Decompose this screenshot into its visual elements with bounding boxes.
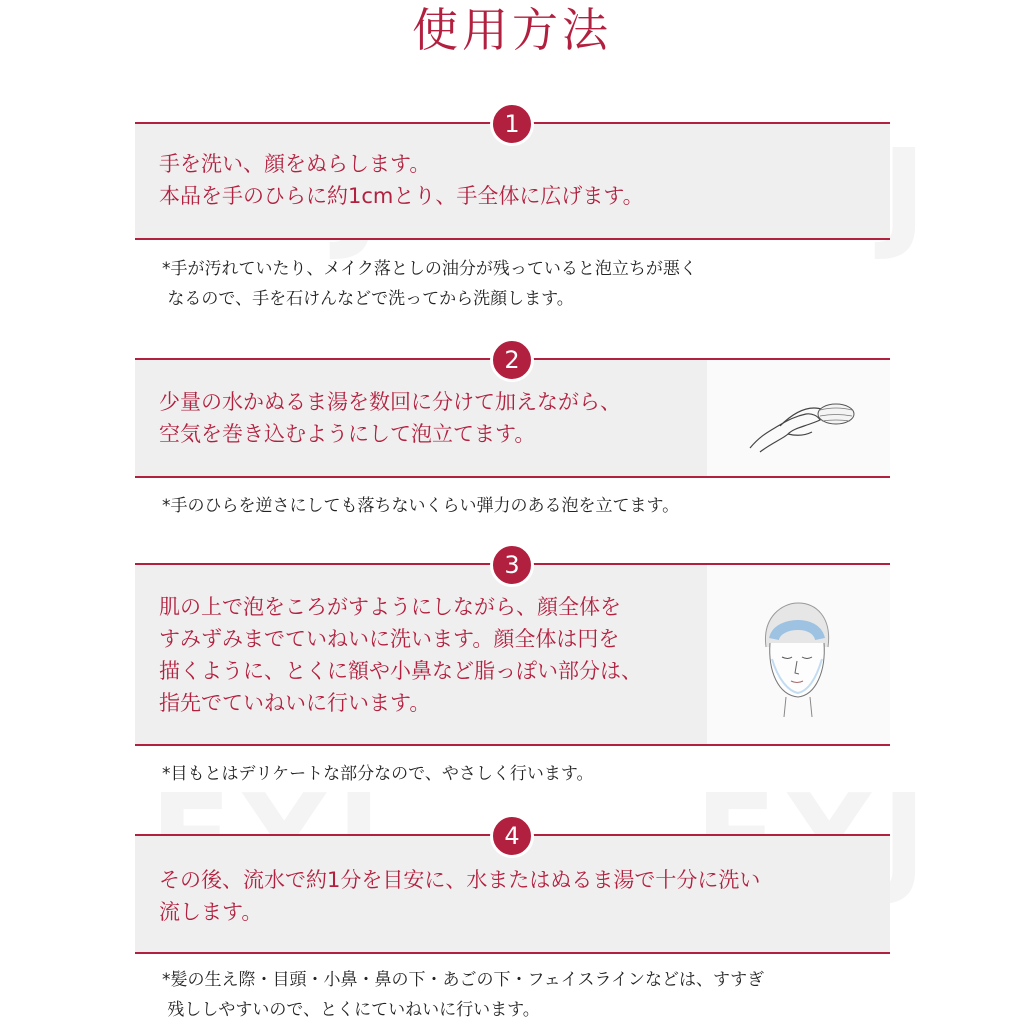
- step-line: 本品を手のひらに約1cmとり、手全体に広げます。: [159, 184, 644, 208]
- note-line: *髪の生え際・目頭・小鼻・鼻の下・あごの下・フェイスラインなどは、すすぎ: [162, 970, 765, 990]
- step-3-text: [159, 591, 642, 719]
- step-line: 指先でていねいに行います。: [159, 691, 431, 715]
- step-4-note: [162, 965, 764, 1025]
- step-line: 手を洗い、顔をぬらします。: [159, 152, 431, 176]
- step-line: 少量の水かぬるま湯を数回に分けて加えながら、: [159, 390, 621, 414]
- step-4-text: [159, 864, 760, 928]
- step-line: 空気を巻き込むようにして泡立てます。: [159, 422, 536, 446]
- step-line: 流します。: [159, 900, 263, 924]
- note-line: 残ししやすいので、とくにていねいに行います。: [162, 1000, 540, 1020]
- step-2-note: [162, 491, 679, 521]
- note-line: *手が汚れていたり、メイク落としの油分が残っていると泡立ちが悪く: [162, 259, 697, 279]
- face-foam-icon: [752, 599, 842, 719]
- page-title: 使用方法: [412, 3, 612, 57]
- step-line: すみずみまでていねいに洗います。顔全体は円を: [159, 627, 620, 651]
- step-line: 肌の上で泡をころがすようにしながら、顔全体を: [159, 595, 621, 619]
- step-1-note: [162, 254, 697, 314]
- step-3-box: [135, 563, 890, 746]
- step-line: 描くように、とくに額や小鼻など脂っぽい部分は、: [159, 659, 642, 683]
- step-1-text: [159, 148, 644, 212]
- step-number-badge: 1: [490, 102, 534, 146]
- hand-foam-icon: [740, 386, 860, 456]
- step-number-badge: 4: [490, 814, 534, 858]
- note-line: *手のひらを逆さにしても落ちないくらい弾力のある泡を立てます。: [162, 496, 680, 516]
- step-number-badge: 2: [490, 338, 534, 382]
- step-number-badge: 3: [490, 543, 534, 587]
- step-3-note: [162, 759, 593, 789]
- step-line: その後、流水で約1分を目安に、水またはぬるま湯で十分に洗い: [159, 868, 761, 892]
- note-line: *目もとはデリケートな部分なので、やさしく行います。: [162, 764, 594, 784]
- note-line: なるので、手を石けんなどで洗ってから洗顔します。: [162, 289, 574, 309]
- step-2-text: [159, 386, 621, 450]
